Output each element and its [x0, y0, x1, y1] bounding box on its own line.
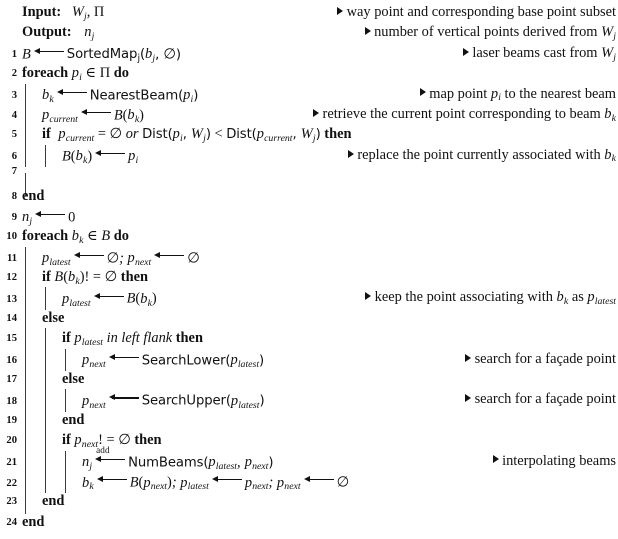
line-number: 17 — [6, 374, 17, 386]
line-number: 11 — [6, 253, 17, 265]
keyword-else: else — [62, 371, 85, 388]
assign-arrow-icon — [35, 208, 65, 222]
keyword-end: end — [22, 187, 45, 204]
indent-guides — [22, 493, 618, 513]
statement: if $B(b_k)$! = ∅ then — [42, 269, 148, 287]
output-comment — [365, 24, 616, 42]
statement: $p_{next}$ $SearchUpper(p_{latest})$ — [82, 392, 265, 411]
assign-arrow-icon — [97, 473, 127, 487]
indent-guides — [22, 208, 618, 228]
assign-arrow-icon — [34, 45, 64, 59]
comment-text: interpolating beams — [502, 452, 616, 469]
input-label: Input: — [22, 4, 62, 20]
keyword-do: do — [113, 228, 129, 245]
code-line-22 — [0, 473, 618, 493]
keyword-or: or — [125, 126, 139, 143]
line-number: 1 — [11, 49, 17, 61]
assign-arrow-icon — [57, 86, 87, 100]
code-line-16 — [0, 351, 618, 371]
indent-guides — [22, 188, 618, 208]
keyword-end: end — [42, 493, 65, 510]
line-number: 12 — [6, 272, 17, 284]
line-number: 22 — [6, 477, 17, 489]
output-label: Output: — [22, 24, 72, 41]
comment-triangle-icon — [420, 88, 426, 96]
keyword-then: then — [120, 269, 148, 286]
statement: $n_j$ add $NumBeams(p_{latest}$, $p_{next}$) — [82, 445, 274, 472]
code-line-8 — [0, 188, 618, 208]
statement: if $p_{current}$ = ∅ or $Dist(p_i$, $W_j$) < $Dist(p_{current}$, $W_j$) then — [42, 126, 352, 145]
condition-text: in left flank — [106, 330, 173, 347]
output-value: $n_j$ — [84, 24, 95, 43]
keyword-if: if — [62, 432, 71, 449]
line-comment — [348, 147, 616, 165]
statement: if $p_{next}$! = ∅ then — [62, 432, 162, 450]
keyword-foreach: foreach — [22, 65, 69, 82]
statement: B $SortedMap_j(b_j$, ∅) — [22, 46, 181, 65]
comment-text: keep the point associating with $b_k$ as $p_{latest}$ — [374, 289, 616, 308]
statement: foreach $b_k$ ∈ B do — [22, 228, 129, 247]
statement — [42, 493, 64, 510]
statement: $p_{latest}$ $B(b_k)$ — [62, 291, 157, 309]
statement: $b_k$ $B(p_{next})$; $p_{latest}$ $p_{next}$; $p_{next}$ ∅ — [82, 474, 350, 493]
comment-text: retrieve the current point corresponding to beam $b_k$ — [322, 105, 616, 124]
comment-triangle-icon — [365, 27, 371, 35]
code-line-12 — [0, 269, 618, 289]
line-comment — [420, 86, 616, 104]
assign-arrow-icon — [109, 351, 139, 365]
statement — [42, 310, 64, 327]
line-comment — [465, 391, 616, 408]
code-line-11 — [0, 249, 618, 269]
code-line-6 — [0, 147, 618, 167]
comment-triangle-icon — [348, 150, 354, 158]
indent-guides — [22, 371, 618, 391]
comment-text: number of vertical points derived from $W_j$ — [374, 24, 616, 43]
code-line-10 — [0, 228, 618, 248]
line-comment — [365, 289, 616, 307]
line-number: 16 — [6, 355, 17, 367]
code-line-7 — [0, 167, 618, 187]
keyword-foreach: foreach — [22, 228, 69, 245]
input-value: $W_j$, Π — [71, 4, 105, 22]
statement: $B(b_k)$ $p_i$ — [62, 148, 139, 166]
statement: $b_k$ $NearestBeam(p_i)$ — [42, 87, 199, 105]
comment-text: way point and corresponding base point subset — [346, 4, 616, 20]
statement: $p_{latest}$ ∅; $p_{next}$ ∅ — [42, 250, 200, 268]
code-line-15 — [0, 330, 618, 350]
line-number: 6 — [11, 151, 17, 163]
keyword-else: else — [42, 309, 65, 326]
line-number: 19 — [6, 414, 17, 426]
comment-text: laser beams cast from $W_j$ — [472, 44, 616, 63]
assign-arrow-icon — [74, 249, 104, 263]
line-number: 13 — [6, 294, 17, 305]
assign-arrow-icon — [304, 473, 334, 487]
assign-arrow-icon — [81, 106, 111, 120]
arrow-label: add — [96, 445, 110, 456]
line-comment — [313, 106, 616, 124]
keyword-if: if — [42, 269, 51, 286]
code-line-5 — [0, 126, 618, 146]
code-line-2 — [0, 65, 618, 85]
assign-arrow-icon — [94, 289, 124, 303]
code-line-4 — [0, 106, 618, 126]
assign-arrow-icon — [109, 391, 139, 405]
input-comment — [337, 4, 616, 21]
keyword-end: end — [22, 513, 45, 530]
comment-triangle-icon — [337, 7, 343, 15]
line-number: 4 — [11, 110, 17, 122]
line-number: 10 — [6, 231, 17, 243]
line-comment — [465, 351, 616, 368]
algorithm-output-row — [0, 24, 618, 44]
line-number: 15 — [6, 333, 17, 345]
line-number: 23 — [6, 496, 17, 508]
line-comment — [493, 453, 616, 470]
line-comment — [463, 45, 616, 63]
code-line-18 — [0, 391, 618, 411]
code-line-14 — [0, 310, 618, 330]
input-declaration — [22, 4, 104, 22]
line-number: 8 — [11, 190, 17, 202]
line-number: 9 — [11, 212, 17, 224]
assign-arrow-icon — [154, 249, 184, 263]
code-line-9 — [0, 208, 618, 228]
line-number: 2 — [11, 68, 17, 80]
statement — [22, 514, 44, 531]
code-line-1 — [0, 45, 618, 65]
line-number: 18 — [6, 395, 17, 407]
statement — [62, 371, 84, 388]
indent-guides — [22, 514, 618, 534]
keyword-if: if — [62, 330, 71, 347]
output-declaration — [22, 24, 94, 42]
comment-text: map point $p_i$ to the nearest beam — [429, 85, 616, 104]
code-line-19 — [0, 412, 618, 432]
comment-triangle-icon — [493, 455, 499, 463]
comment-triangle-icon — [465, 354, 471, 362]
line-number: 5 — [11, 129, 17, 141]
assign-arrow-icon — [212, 473, 242, 487]
algorithm-input-row — [0, 4, 618, 24]
add-assign-arrow-icon — [95, 445, 125, 467]
keyword-do: do — [113, 65, 129, 82]
statement: if $p_{latest}$ in left flank then — [62, 330, 203, 348]
statement — [22, 188, 44, 205]
keyword-then: then — [134, 432, 162, 449]
keyword-end: end — [62, 411, 85, 428]
comment-triangle-icon — [465, 394, 471, 402]
line-number: 21 — [6, 457, 17, 469]
code-line-3 — [0, 86, 618, 106]
line-number: 20 — [6, 435, 17, 447]
line-number: 3 — [11, 90, 17, 102]
comment-text: replace the point currently associated with $b_k$ — [357, 146, 616, 165]
keyword-if: if — [42, 126, 51, 143]
code-line-23 — [0, 493, 618, 513]
code-line-20 — [0, 432, 618, 452]
statement: $n_j$ 0 — [22, 209, 76, 228]
code-line-17 — [0, 371, 618, 391]
keyword-then: then — [175, 330, 203, 347]
statement: foreach $p_i$ ∈ Π do — [22, 65, 129, 83]
comment-text: search for a façade point — [474, 391, 616, 408]
comment-triangle-icon — [313, 109, 319, 117]
indent-guides — [22, 310, 618, 330]
statement: $p_{next}$ $SearchLower(p_{latest})$ — [82, 352, 265, 370]
code-line-21 — [0, 445, 618, 473]
assign-arrow-icon — [95, 147, 125, 161]
code-line-13 — [0, 289, 618, 309]
line-number: 24 — [6, 516, 17, 528]
line-number: 7 — [11, 166, 17, 178]
indent-guides — [22, 412, 618, 432]
comment-triangle-icon — [365, 292, 371, 300]
statement: $p_{current}$ $B(b_k)$ — [42, 107, 144, 126]
comment-text: search for a façade point — [474, 350, 616, 367]
line-number: 14 — [6, 312, 17, 324]
comment-triangle-icon — [463, 48, 469, 56]
statement — [62, 412, 84, 429]
code-line-24 — [0, 514, 618, 534]
keyword-then: then — [324, 126, 352, 143]
